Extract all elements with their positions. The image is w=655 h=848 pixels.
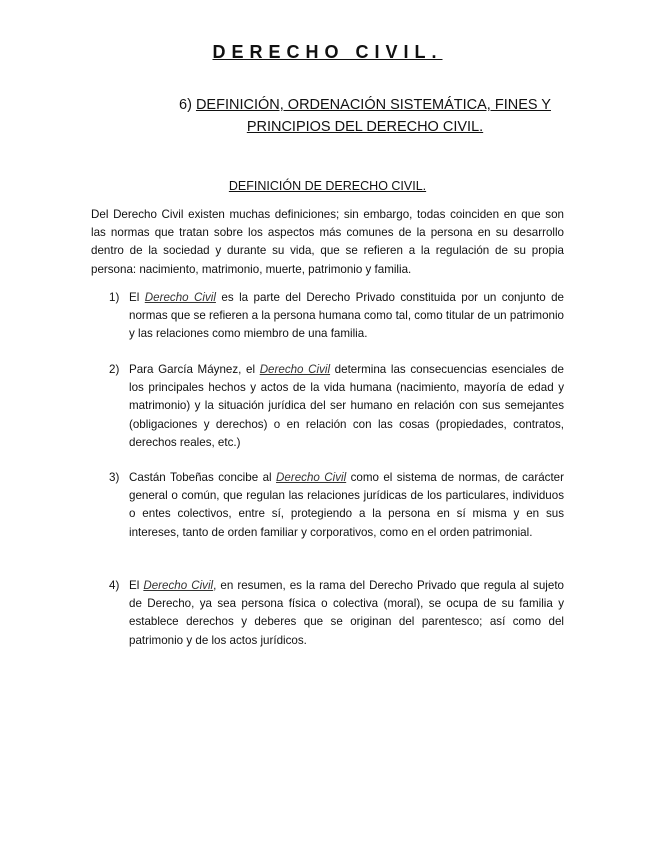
list-item (91, 361, 564, 452)
section-number: 6) (179, 97, 192, 113)
list-item (91, 469, 564, 542)
list-item-text-after: es la parte del Derecho Privado constituida por un conjunto de normas que se refieren a la persona humana como tal, como titular de un patrimonio y las relaciones como miembro de una familia. (129, 291, 564, 341)
list-item-text-before: El (129, 291, 145, 304)
list-item-marker: 1) (109, 291, 120, 304)
list-item-text-after: determina las consecuencias esenciales de los principales hechos y actos de la vida humana (nacimiento, mayoría de edad y matrimonio) y la situación jurídica del ser humano en relación con sus semejantes (obligaciones y derechos) o en relación con las cosas (propiedades, contratos, derechos reales, etc.) (129, 363, 564, 449)
section-heading (150, 94, 580, 138)
list-item-text (129, 289, 564, 344)
subsection-heading: DEFINICIÓN DE DERECHO CIVIL. (228, 179, 427, 193)
list-item-marker: 2) (109, 363, 120, 376)
list-item (91, 289, 564, 344)
list-item-text-after: , en resumen, es la rama del Derecho Privado que regula al sujeto de Derecho, ya sea persona física o colectiva (moral), se ocupa de su familia y establece derechos y deberes que se originan del parentesco; así como del patrimonio y de los actos jurídicos. (129, 579, 564, 647)
list-item-text-before: Castán Tobeñas concibe al (129, 471, 277, 484)
list-item-text-before: El (129, 579, 144, 592)
list-item-text-after: como el sistema de normas, de carácter general o común, que regulan las relaciones jurídicas de los particulares, individuos o entes colectivos, entre sí, protegiendo a la persona en sí misma y en sus intereses, tanto de orden familiar y corporativos, como en el orden patrimonial. (129, 471, 564, 539)
list-item-text-before: Para García Máynez, el (129, 363, 260, 376)
intro-paragraph: Del Derecho Civil existen muchas definiciones; sin embargo, todas coinciden en que son las normas que tratan sobre los aspectos más comunes de la persona en su desarrollo dentro de la sociedad y durante su vida, que se refieren a la regulación de su propia persona: nacimiento, matrimonio, muerte, patrimonio y familia. (91, 208, 564, 276)
list-item-text (129, 361, 564, 452)
term-link: Derecho Civil (259, 363, 331, 376)
list-item-marker: 4) (109, 579, 120, 592)
list-item (91, 577, 564, 650)
list-item-marker: 3) (109, 471, 120, 484)
term-link: Derecho Civil (144, 291, 216, 304)
term-link: Derecho Civil (143, 579, 214, 592)
term-link: Derecho Civil (276, 471, 347, 484)
page-title: DERECHO CIVIL. (212, 42, 443, 62)
list-item-text (129, 577, 564, 650)
section-title-text: DEFINICIÓN, ORDENACIÓN SISTEMÁTICA, FINES Y PRINCIPIOS DEL DERECHO CIVIL. (195, 97, 551, 135)
list-item-text (129, 469, 564, 542)
